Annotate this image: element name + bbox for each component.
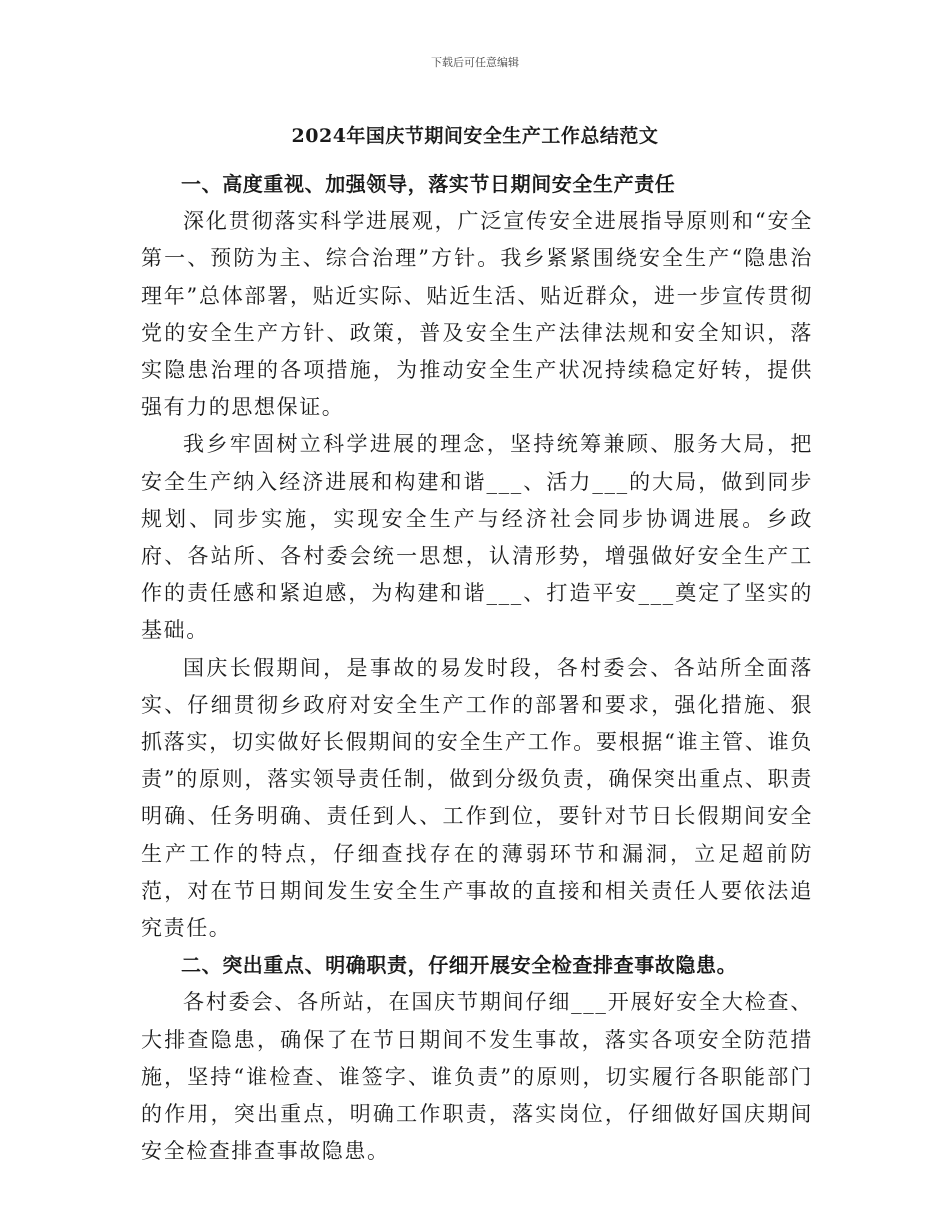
document-body (141, 166, 813, 1170)
header-note: 下载后可任意编辑 (431, 56, 519, 69)
paragraph: 各村委会、各所站，在国庆节期间仔细___开展好安全大检查、大排查隐患，确保了在节日期间不发生事故，落实各项安全防范措施，坚持“谁检查、谁签字、谁负责”的原则，切实履行各职能部门的作用，突出重点，明确工作职责，落实岗位，仔细做好国庆期间安全检查排查事故隐患。 (141, 990, 813, 1164)
section-heading-1: 一、高度重视、加强领导，落实节日期间安全生产责任 (181, 172, 676, 196)
document-title: 2024年国庆节期间安全生产工作总结范文 (291, 125, 659, 147)
section-heading-2: 二、突出重点、明确职责，仔细开展安全检查排查事故隐患。 (181, 953, 738, 978)
paragraph: 我乡牢固树立科学进展的理念，坚持统筹兼顾、服务大局，把安全生产纳入经济进展和构建和谐___、活力___的大局，做到同步规划、同步实施，实现安全生产与经济社会同步协调进展。乡政府、各站所、各村委会统一思想，认清形势，增强做好安全生产工作的责任感和紧迫感，为构建和谐___、打造平安___奠定了坚实的基础。 (141, 432, 813, 643)
paragraph: 深化贯彻落实科学进展观，广泛宣传安全进展指导原则和“安全第一、预防为主、综合治理”方针。我乡紧紧围绕安全生产“隐患治理年”总体部署，贴近实际、贴近生活、贴近群众，进一步宣传贯彻党的安全生产方针、政策，普及安全生产法律法规和安全知识，落实隐患治理的各项措施，为推动安全生产状况持续稳定好转，提供强有力的思想保证。 (141, 209, 813, 420)
paragraph: 国庆长假期间，是事故的易发时段，各村委会、各站所全面落实、仔细贯彻乡政府对安全生产工作的部署和要求，强化措施、狠抓落实，切实做好长假期间的安全生产工作。要根据“谁主管、谁负责”的原则，落实领导责任制，做到分级负责，确保突出重点、职责明确、任务明确、责任到人、工作到位，要针对节日长假期间安全生产工作的特点，仔细查找存在的薄弱环节和漏洞，立足超前防范，对在节日期间发生安全生产事故的直接和相关责任人要依法追究责任。 (141, 655, 813, 941)
